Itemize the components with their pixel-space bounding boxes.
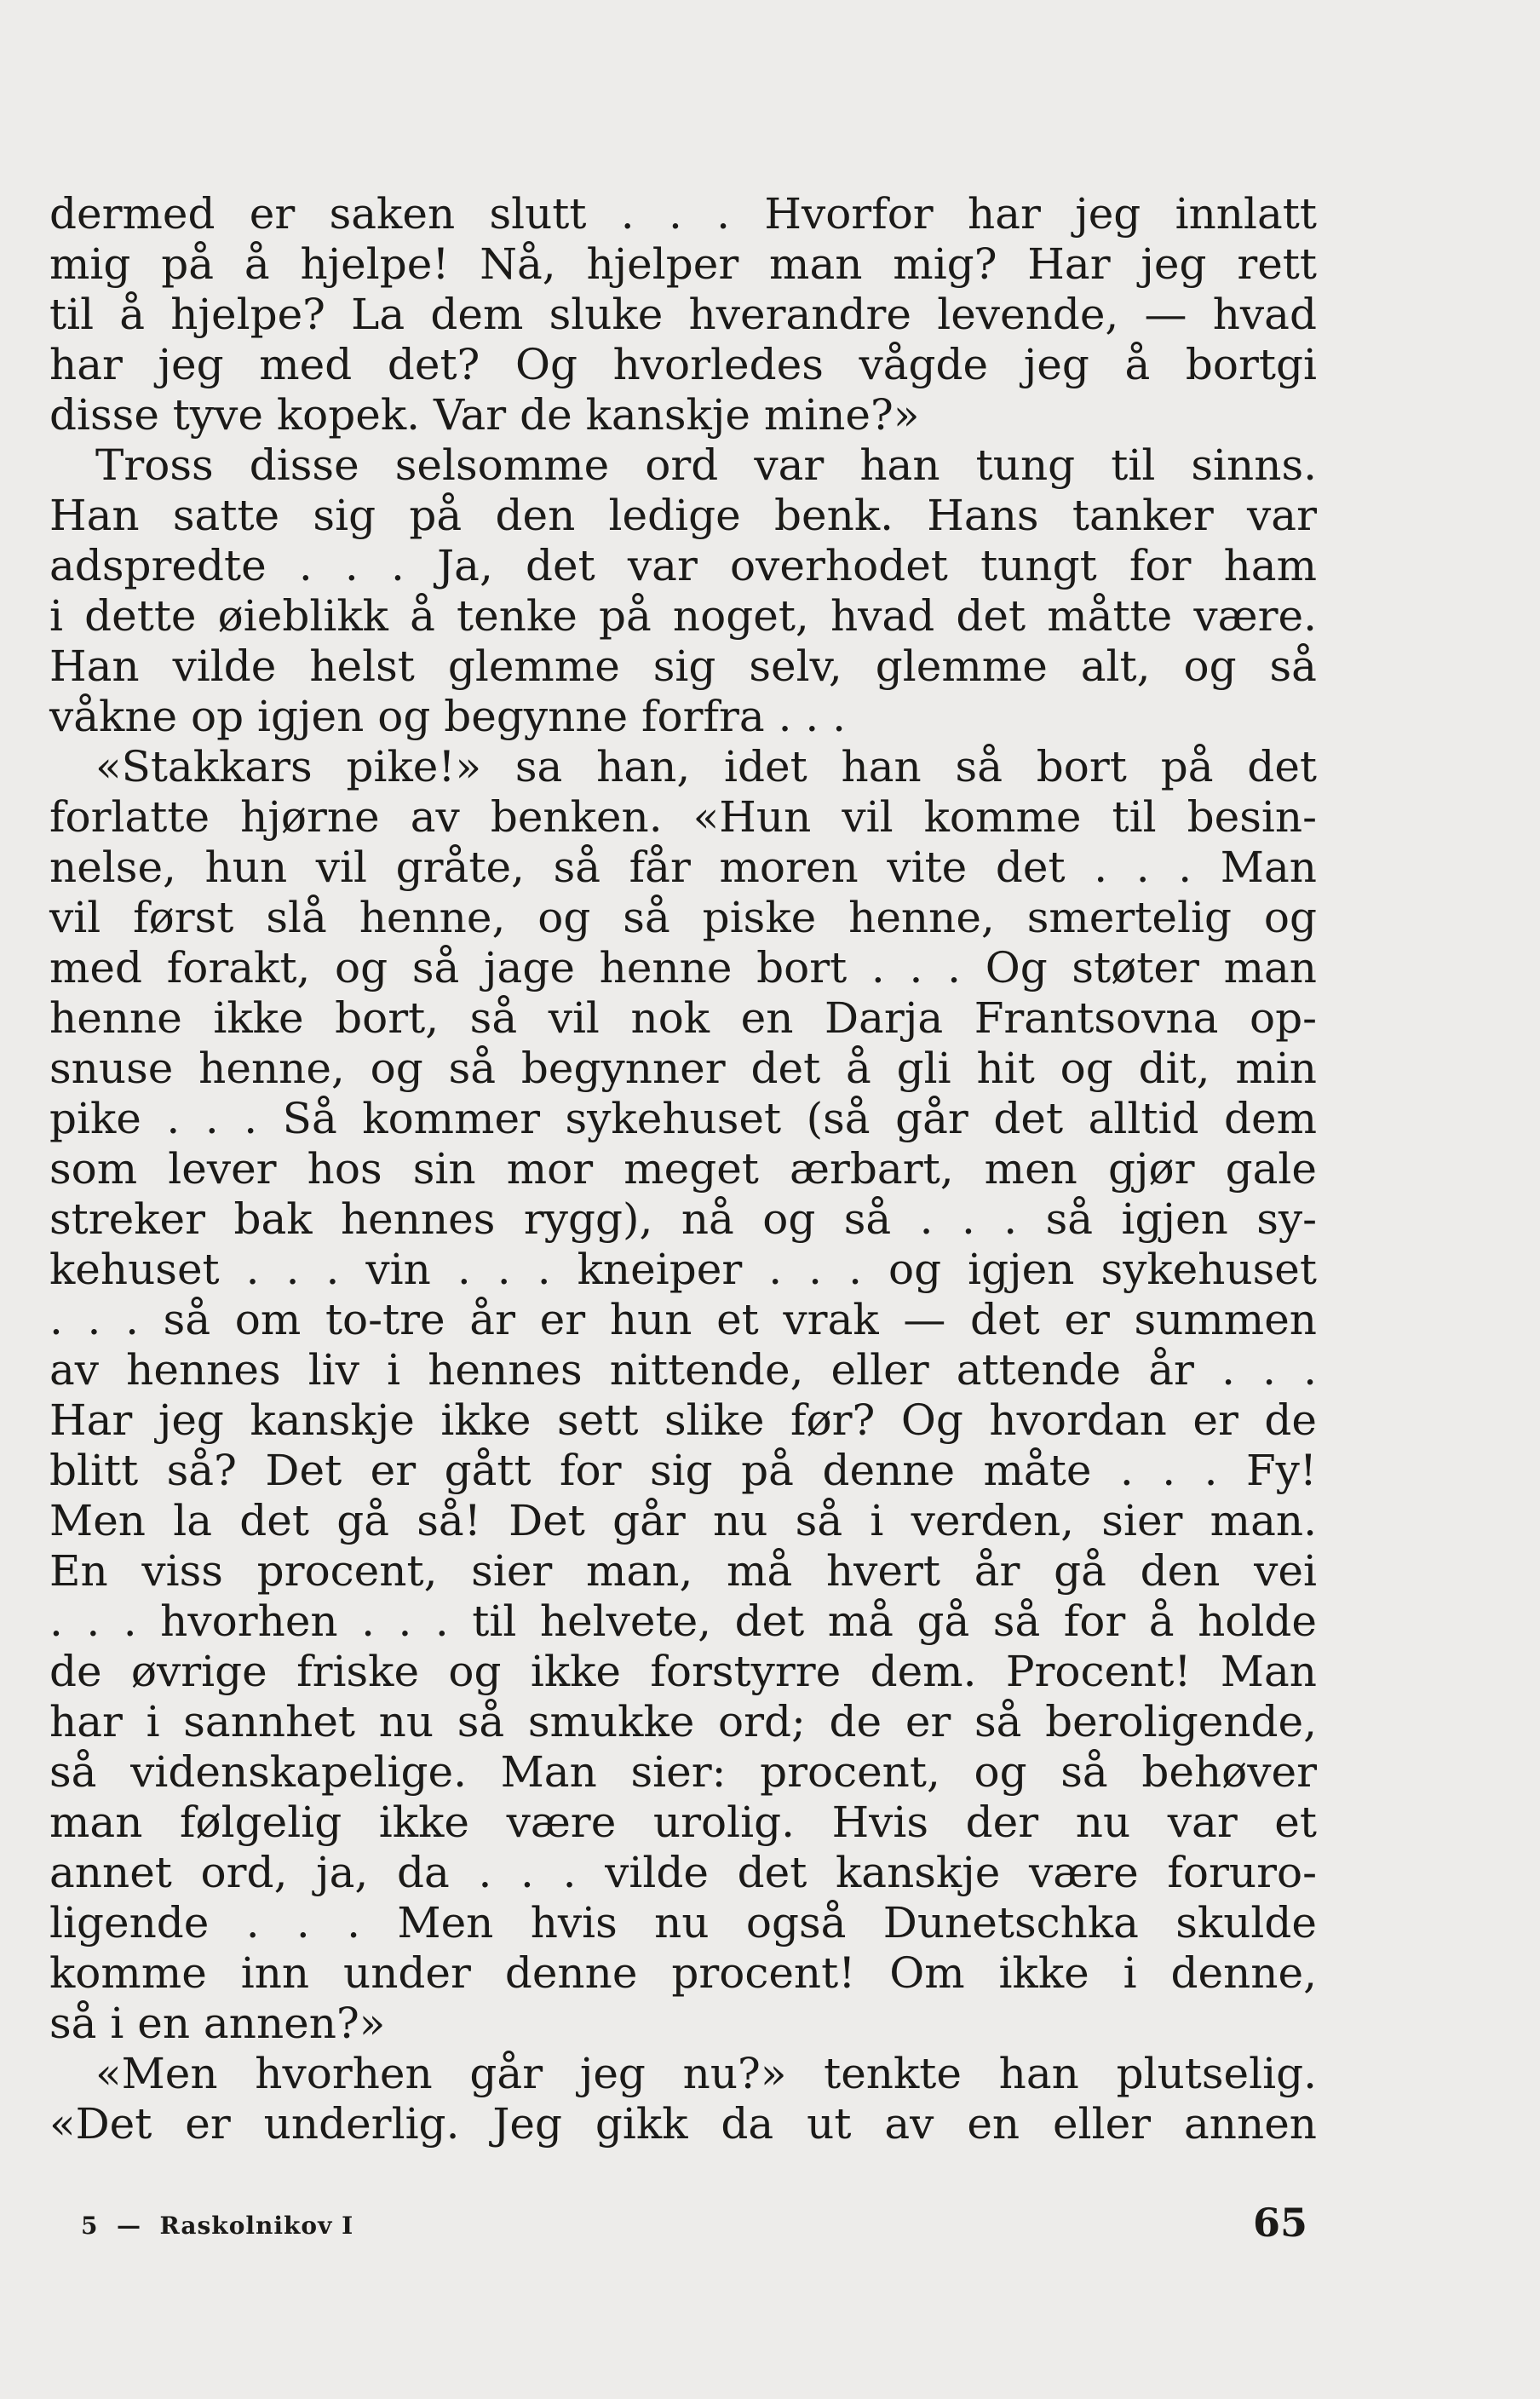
text-line: Han vilde helst glemme sig selv, glemme alt, og så <box>49 641 1317 691</box>
text-line: snuse henne, og så begynner det å gli hit og dit, min <box>49 1044 1317 1093</box>
text-line: ligende . . . Men hvis nu også Dunetschka skulde <box>49 1898 1317 1947</box>
page-number: 65 <box>1252 2200 1307 2246</box>
text-line: så videnskapelige. Man sier: procent, og så behøver <box>49 1747 1317 1797</box>
text-line: . . . så om to-tre år er hun et vrak — det er summen <box>49 1295 1317 1344</box>
text-line: kehuset . . . vin . . . kneiper . . . og igjen sykehuset <box>49 1245 1317 1294</box>
text-line: så i en annen?» <box>49 1999 386 2048</box>
text-line: annet ord, ja, da . . . vilde det kanskje være foruro- <box>49 1848 1317 1897</box>
text-line: «Stakkars pike!» sa han, idet han så bort på det <box>95 742 1317 791</box>
text-line: vil først slå henne, og så piske henne, smertelig og <box>49 893 1317 942</box>
text-line: våkne op igjen og begynne forfra . . . <box>49 692 847 741</box>
text-line: har i sannhet nu så smukke ord; de er så beroligende, <box>49 1697 1317 1746</box>
body-text <box>49 189 1317 2149</box>
text-line: pike . . . Så kommer sykehuset (så går det alltid dem <box>49 1094 1317 1143</box>
text-line: blitt så? Det er gått for sig på denne måte . . . Fy! <box>49 1446 1317 1495</box>
text-line: «Det er underlig. Jeg gikk da ut av en eller annen <box>49 2099 1317 2149</box>
text-line: de øvrige friske og ikke forstyrre dem. Procent! Man <box>49 1647 1317 1696</box>
text-line: . . . hvorhen . . . til helvete, det må gå så for å holde <box>49 1596 1317 1646</box>
text-line: «Men hvorhen går jeg nu?» tenkte han plutselig. <box>95 2049 1317 2098</box>
page-footer <box>81 2200 1316 2251</box>
text-line: i dette øieblikk å tenke på noget, hvad det måtte være. <box>49 591 1317 641</box>
text-line: man følgelig ikke være urolig. Hvis der nu var et <box>49 1798 1317 1847</box>
signature-mark: 5 — Raskolnikov I <box>81 2212 354 2240</box>
text-line: forlatte hjørne av benken. «Hun vil komme til besin- <box>49 792 1317 842</box>
text-line: Han satte sig på den ledige benk. Hans tanker var <box>49 491 1317 540</box>
text-line: til å hjelpe? La dem sluke hverandre levende, — hvad <box>49 290 1317 339</box>
text-line: komme inn under denne procent! Om ikke i denne, <box>49 1948 1317 1998</box>
text-line: som lever hos sin mor meget ærbart, men gjør gale <box>49 1144 1317 1194</box>
text-line: av hennes liv i hennes nittende, eller attende år . . . <box>49 1345 1317 1395</box>
text-line: henne ikke bort, så vil nok en Darja Frantsovna op- <box>49 993 1317 1043</box>
text-line: med forakt, og så jage henne bort . . . Og støter man <box>49 943 1317 992</box>
text-line: nelse, hun vil gråte, så får moren vite det . . . Man <box>49 843 1317 892</box>
text-line: streker bak hennes rygg), nå og så . . . så igjen sy- <box>49 1194 1317 1244</box>
text-line: har jeg med det? Og hvorledes vågde jeg å bortgi <box>49 340 1317 389</box>
text-line: Men la det gå så! Det går nu så i verden, sier man. <box>49 1496 1317 1545</box>
text-line: disse tyve kopek. Var de kanskje mine?» <box>49 390 920 440</box>
text-line: Tross disse selsomme ord var han tung til sinns. <box>95 440 1317 490</box>
text-line: dermed er saken slutt . . . Hvorfor har jeg innlatt <box>49 189 1317 239</box>
text-line: mig på å hjelpe! Nå, hjelper man mig? Har jeg rett <box>49 239 1317 289</box>
text-line: adspredte . . . Ja, det var overhodet tungt for ham <box>49 541 1317 590</box>
text-line: En viss procent, sier man, må hvert år gå den vei <box>49 1546 1317 1596</box>
text-line: Har jeg kanskje ikke sett slike før? Og hvordan er de <box>49 1395 1317 1445</box>
